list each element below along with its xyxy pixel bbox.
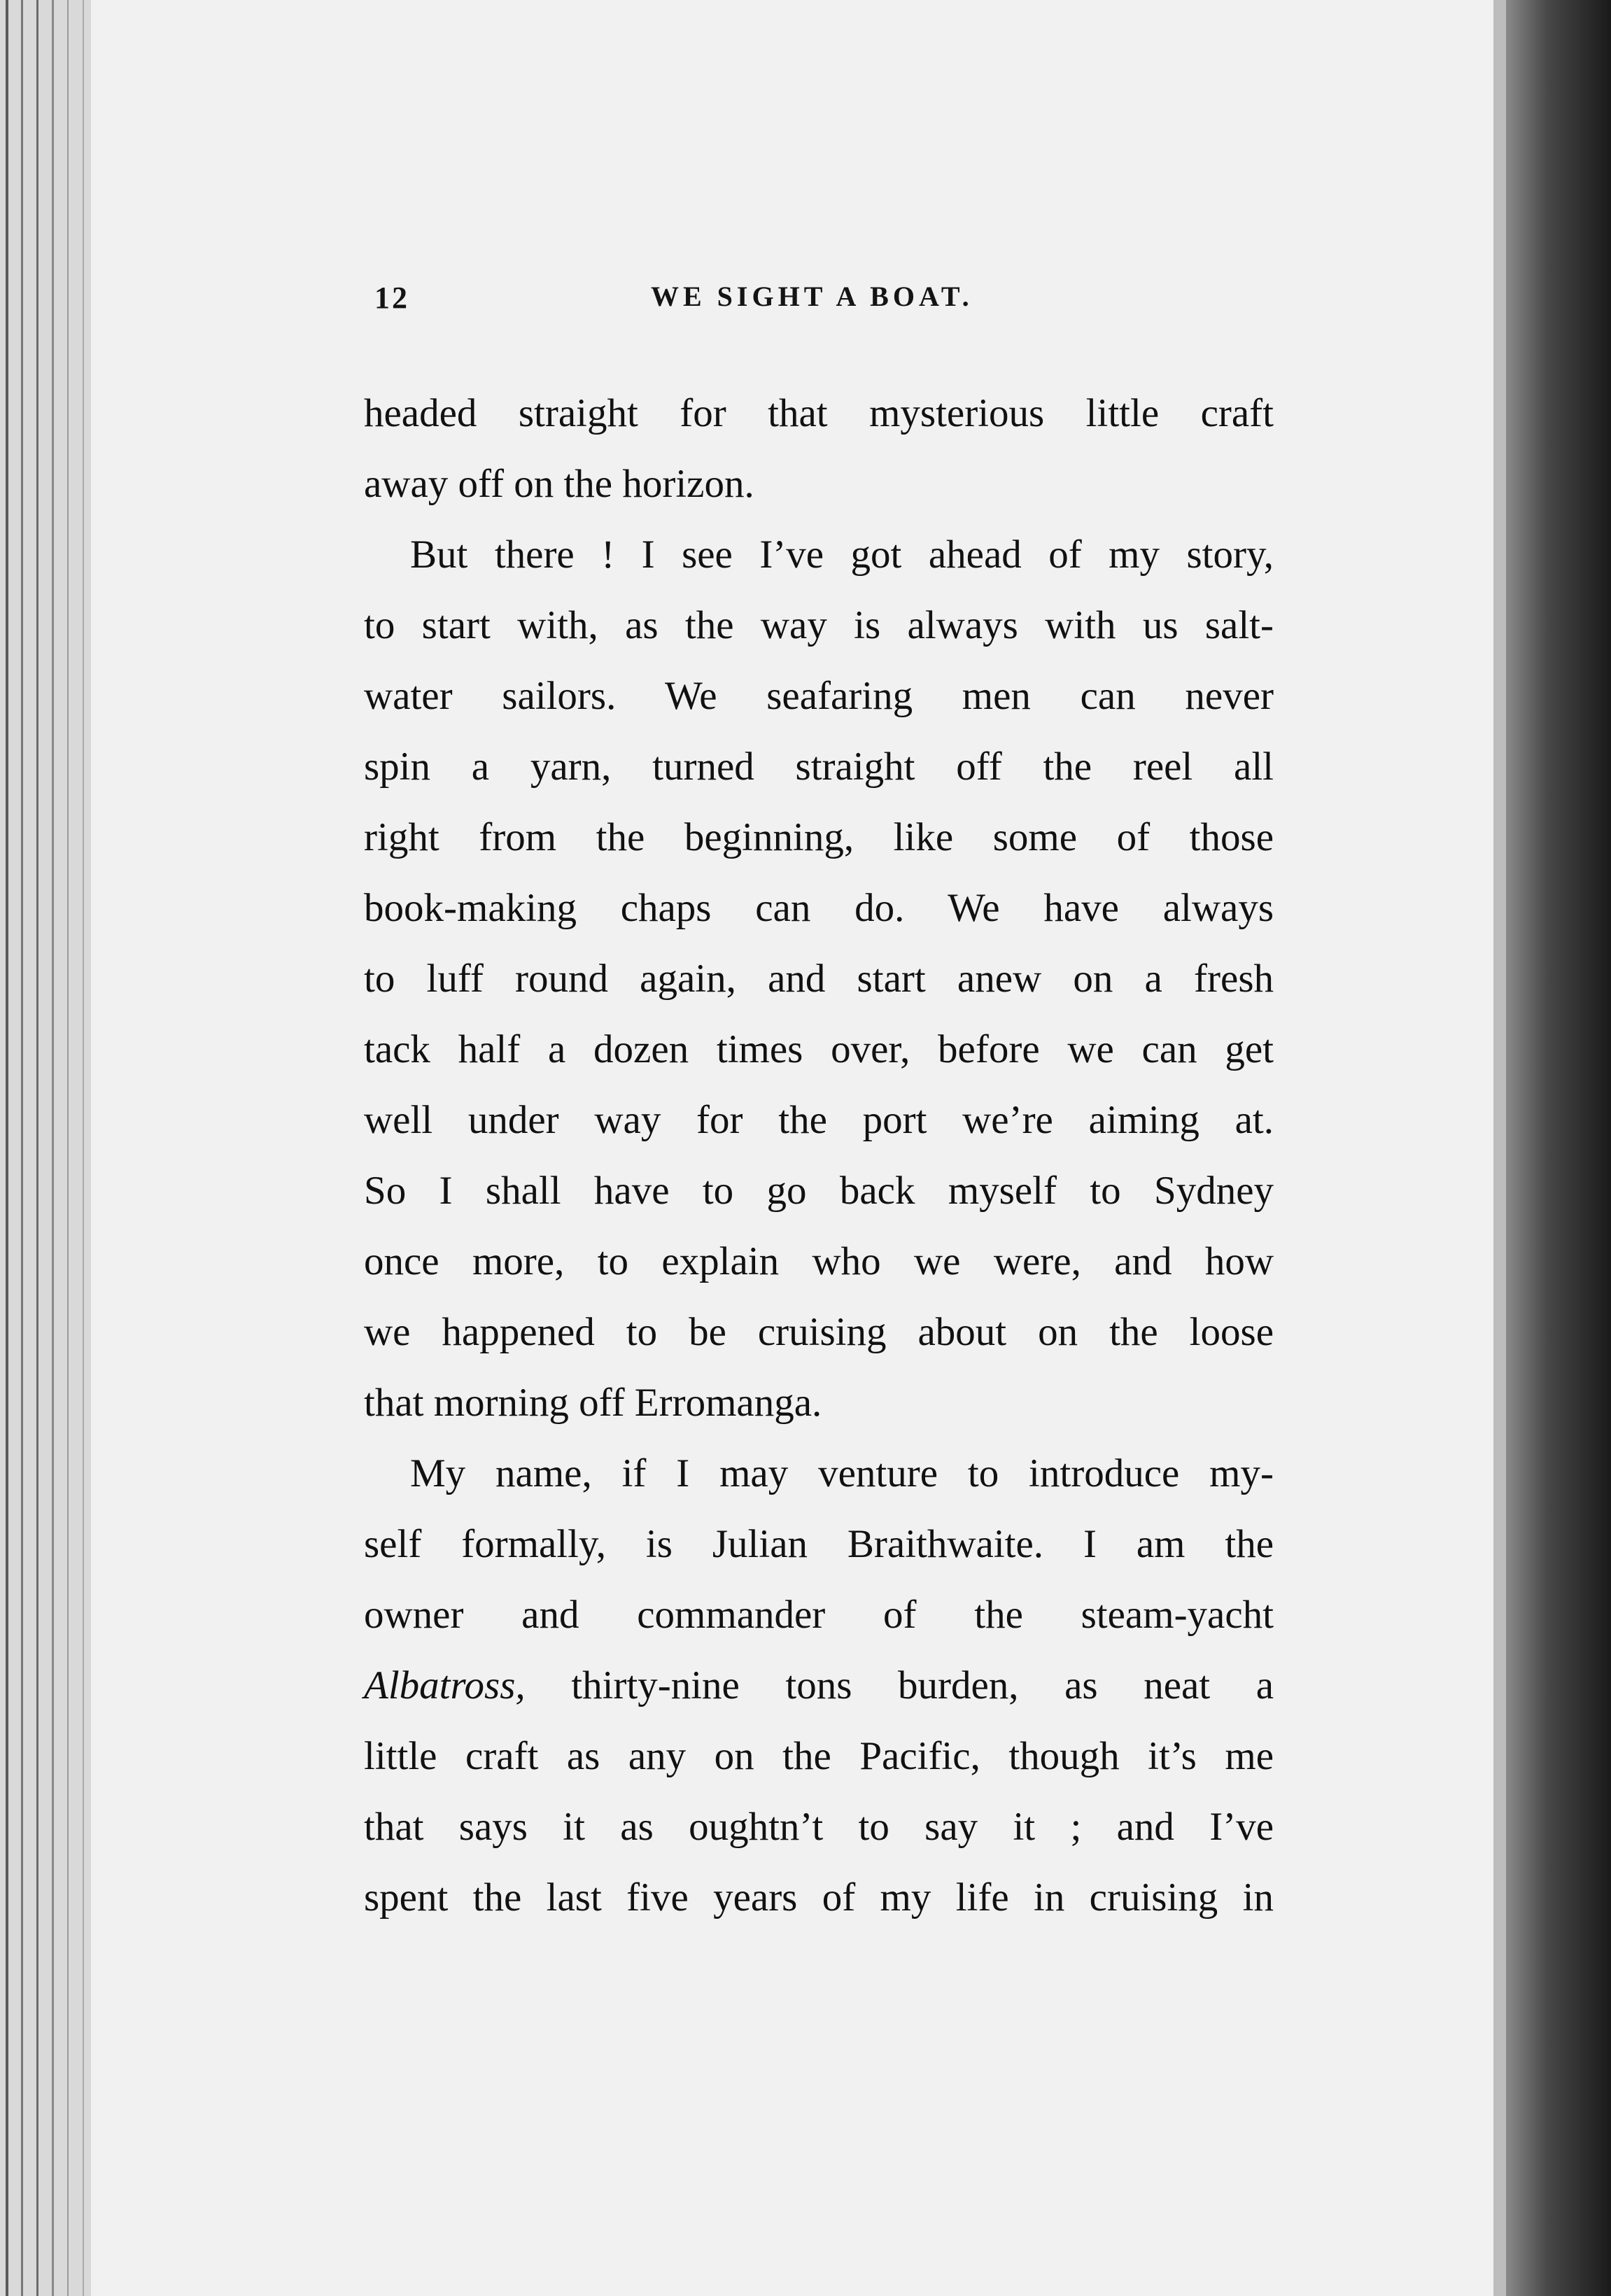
text-line: self formally, is Julian Braithwaite. I am the bbox=[364, 1522, 1274, 1566]
text-line-with-vessel-name bbox=[364, 1650, 1274, 1721]
page-number: 12 bbox=[374, 281, 409, 315]
text-line: So I shall have to go back myself to Sydney bbox=[364, 1169, 1274, 1213]
text-line: right from the beginning, like some of those bbox=[364, 815, 1274, 859]
text-line: headed straight for that mysterious little craft bbox=[364, 391, 1274, 435]
gutter-shadow bbox=[1506, 0, 1611, 2296]
page-header bbox=[374, 280, 1354, 329]
page-edge bbox=[1493, 0, 1506, 2296]
text-line: My name, if I may venture to introduce my- bbox=[410, 1451, 1274, 1495]
text-line: spent the last five years of my life in cruising in bbox=[364, 1875, 1274, 1920]
running-head: WE SIGHT A BOAT. bbox=[651, 281, 973, 312]
text-line: to start with, as the way is always with us salt- bbox=[364, 603, 1274, 647]
text-line: we happened to be cruising about on the loose bbox=[364, 1310, 1274, 1354]
text-line: once more, to explain who we were, and how bbox=[364, 1239, 1274, 1283]
text-line: away off on the horizon. bbox=[364, 462, 754, 506]
text-line: that says it as oughtn’t to say it ; and I’ve bbox=[364, 1805, 1274, 1849]
text-line: But there ! I see I’ve got ahead of my story, bbox=[410, 533, 1274, 577]
text-line-rest: thirty-nine tons burden, as neat a bbox=[571, 1663, 1274, 1707]
vessel-name: Albatross, bbox=[364, 1663, 526, 1707]
text-line: that morning off Erromanga. bbox=[364, 1381, 822, 1425]
body-text bbox=[364, 378, 1274, 1933]
binding-edge bbox=[0, 0, 98, 2296]
text-line: tack half a dozen times over, before we can get bbox=[364, 1027, 1274, 1071]
text-line: spin a yarn, turned straight off the reel all bbox=[364, 745, 1274, 789]
text-line: little craft as any on the Pacific, though it’s me bbox=[364, 1734, 1274, 1778]
text-line: owner and commander of the steam-yacht bbox=[364, 1593, 1274, 1637]
text-line: book-making chaps can do. We have always bbox=[364, 886, 1274, 930]
text-line: well under way for the port we’re aiming at. bbox=[364, 1098, 1274, 1142]
text-line: water sailors. We seafaring men can never bbox=[364, 674, 1274, 718]
text-line: to luff round again, and start anew on a fresh bbox=[364, 957, 1274, 1001]
